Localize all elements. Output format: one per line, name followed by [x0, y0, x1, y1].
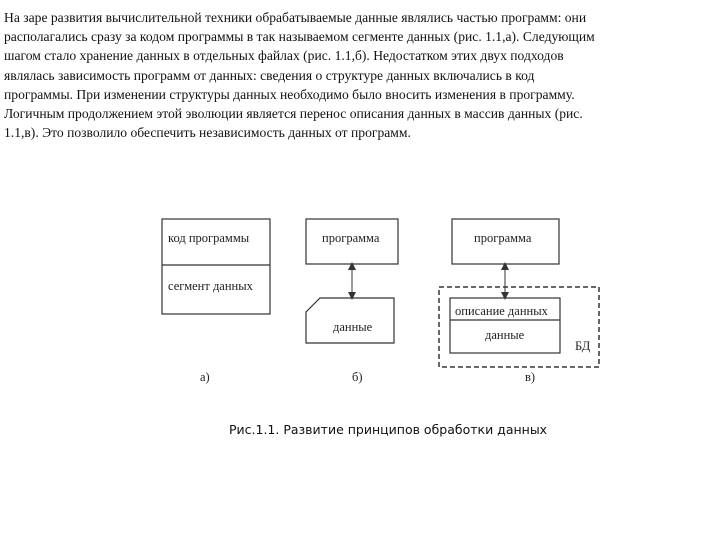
code-label: код программы: [168, 231, 250, 245]
paragraph-line: Логичным продолжением этой эволюции является перенос описания данных в массив данных (рис.: [4, 106, 583, 122]
sublabel-a: а): [200, 370, 210, 384]
paragraph-line: программы. При изменении структуры данных необходимо было вносить изменения в программу.: [4, 86, 575, 102]
diagram-c: [439, 219, 599, 384]
diagram-a: [162, 219, 270, 384]
sublabel-c: в): [525, 370, 536, 384]
diagram-b: [306, 219, 398, 384]
paragraph-line: 1.1,в). Это позволило обеспечить независимость данных от программ.: [4, 125, 411, 141]
sublabel-b: б): [352, 370, 363, 384]
data-segment-label: сегмент данных: [168, 279, 253, 293]
program-label: программа: [322, 231, 380, 245]
paragraph-line: располагались сразу за кодом программы в так называемом сегменте данных (рис. 1.1,а). Следующим: [4, 29, 595, 45]
data-description-label: описание данных: [455, 304, 548, 318]
paragraph-line: шагом стало хранение данных в отдельных файлах (рис. 1.1,б). Недостатком этих двух подходов: [4, 48, 564, 64]
database-label: БД: [575, 339, 591, 353]
data-label: данные: [333, 320, 373, 334]
database-boundary: [439, 287, 599, 367]
program-label: программа: [474, 231, 532, 245]
figure-caption: Рис.1.1. Развитие принципов обработки данных: [229, 422, 548, 437]
paragraph-line: являлась зависимость программ от данных: сведения о структуре данных включались в код: [4, 67, 535, 83]
data-label: данные: [485, 328, 525, 342]
paragraph-line: На заре развития вычислительной техники обрабатываемые данные являлись частью программ: они: [4, 10, 587, 25]
